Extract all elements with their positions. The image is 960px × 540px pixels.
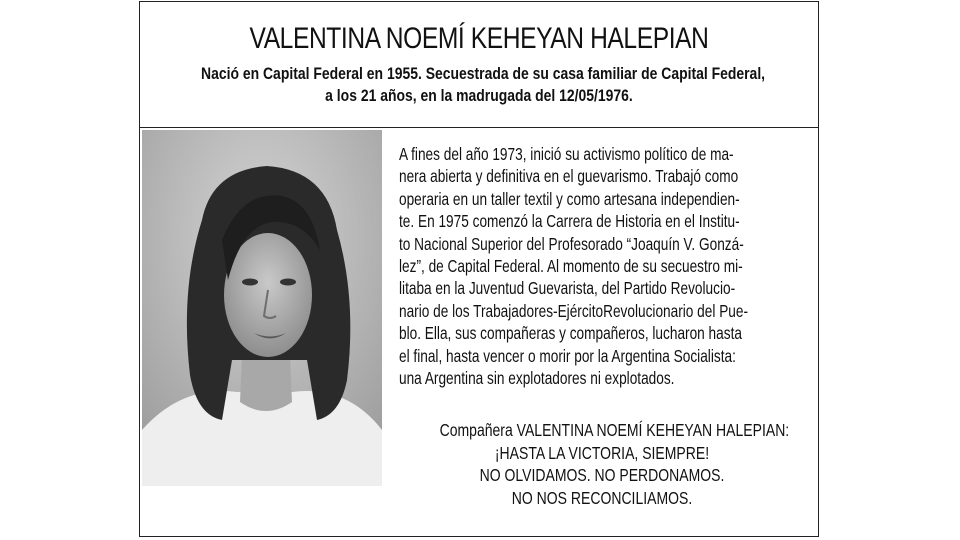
- biography-text: [399, 143, 805, 389]
- closing-line: Compañera VALENTINA NOEMÍ KEHEYAN HALEPIAN:: [439, 420, 790, 440]
- memorial-notice: [139, 1, 819, 537]
- closing-tribute: [399, 419, 805, 509]
- portrait-photo: [142, 130, 382, 486]
- subtitle-line-1: Nació en Capital Federal en 1955. Secuestrada de su casa familiar de Capital Federal,: [201, 64, 766, 83]
- bio-line: litaba en la Juventud Guevarista, del Partido Revolucio-: [399, 278, 736, 299]
- closing-line: NO OLVIDAMOS. NO PERDONAMOS.: [479, 465, 725, 486]
- bio-line: nario de los Trabajadores-EjércitoRevolucionario del Pue-: [399, 300, 749, 321]
- bio-line: una Argentina sin explotadores ni explotados.: [399, 368, 675, 389]
- bio-line: operaria en un taller textil y como artesana independien-: [399, 188, 740, 209]
- bio-line: to Nacional Superior del Profesorado “Joaquín V. Gonzá-: [399, 233, 744, 254]
- notice-header: [140, 2, 818, 128]
- bio-line: A fines del año 1973, inició su activismo político de ma-: [399, 144, 734, 164]
- bio-line: blo. Ella, sus compañeras y compañeros, lucharon hasta: [399, 323, 742, 344]
- person-name-title: VALENTINA NOEMÍ KEHEYAN HALEPIAN: [249, 22, 709, 55]
- bio-line: nera abierta y definitiva en el guevarismo. Trabajó como: [399, 166, 739, 187]
- portrait-illustration: [142, 130, 382, 486]
- closing-line: ¡HASTA LA VICTORIA, SIEMPRE!: [494, 442, 710, 463]
- bio-line: el final, hasta vencer o morir por la Argentina Socialista:: [399, 345, 736, 366]
- bio-line: te. En 1975 comenzó la Carrera de Historia en el Institu-: [399, 211, 740, 232]
- bio-line: lez”, de Capital Federal. Al momento de su secuestro mi-: [399, 256, 743, 277]
- subtitle-line-2: a los 21 años, en la madrugada del 12/05/1976.: [325, 86, 633, 105]
- closing-line: NO NOS RECONCILIAMOS.: [511, 487, 693, 508]
